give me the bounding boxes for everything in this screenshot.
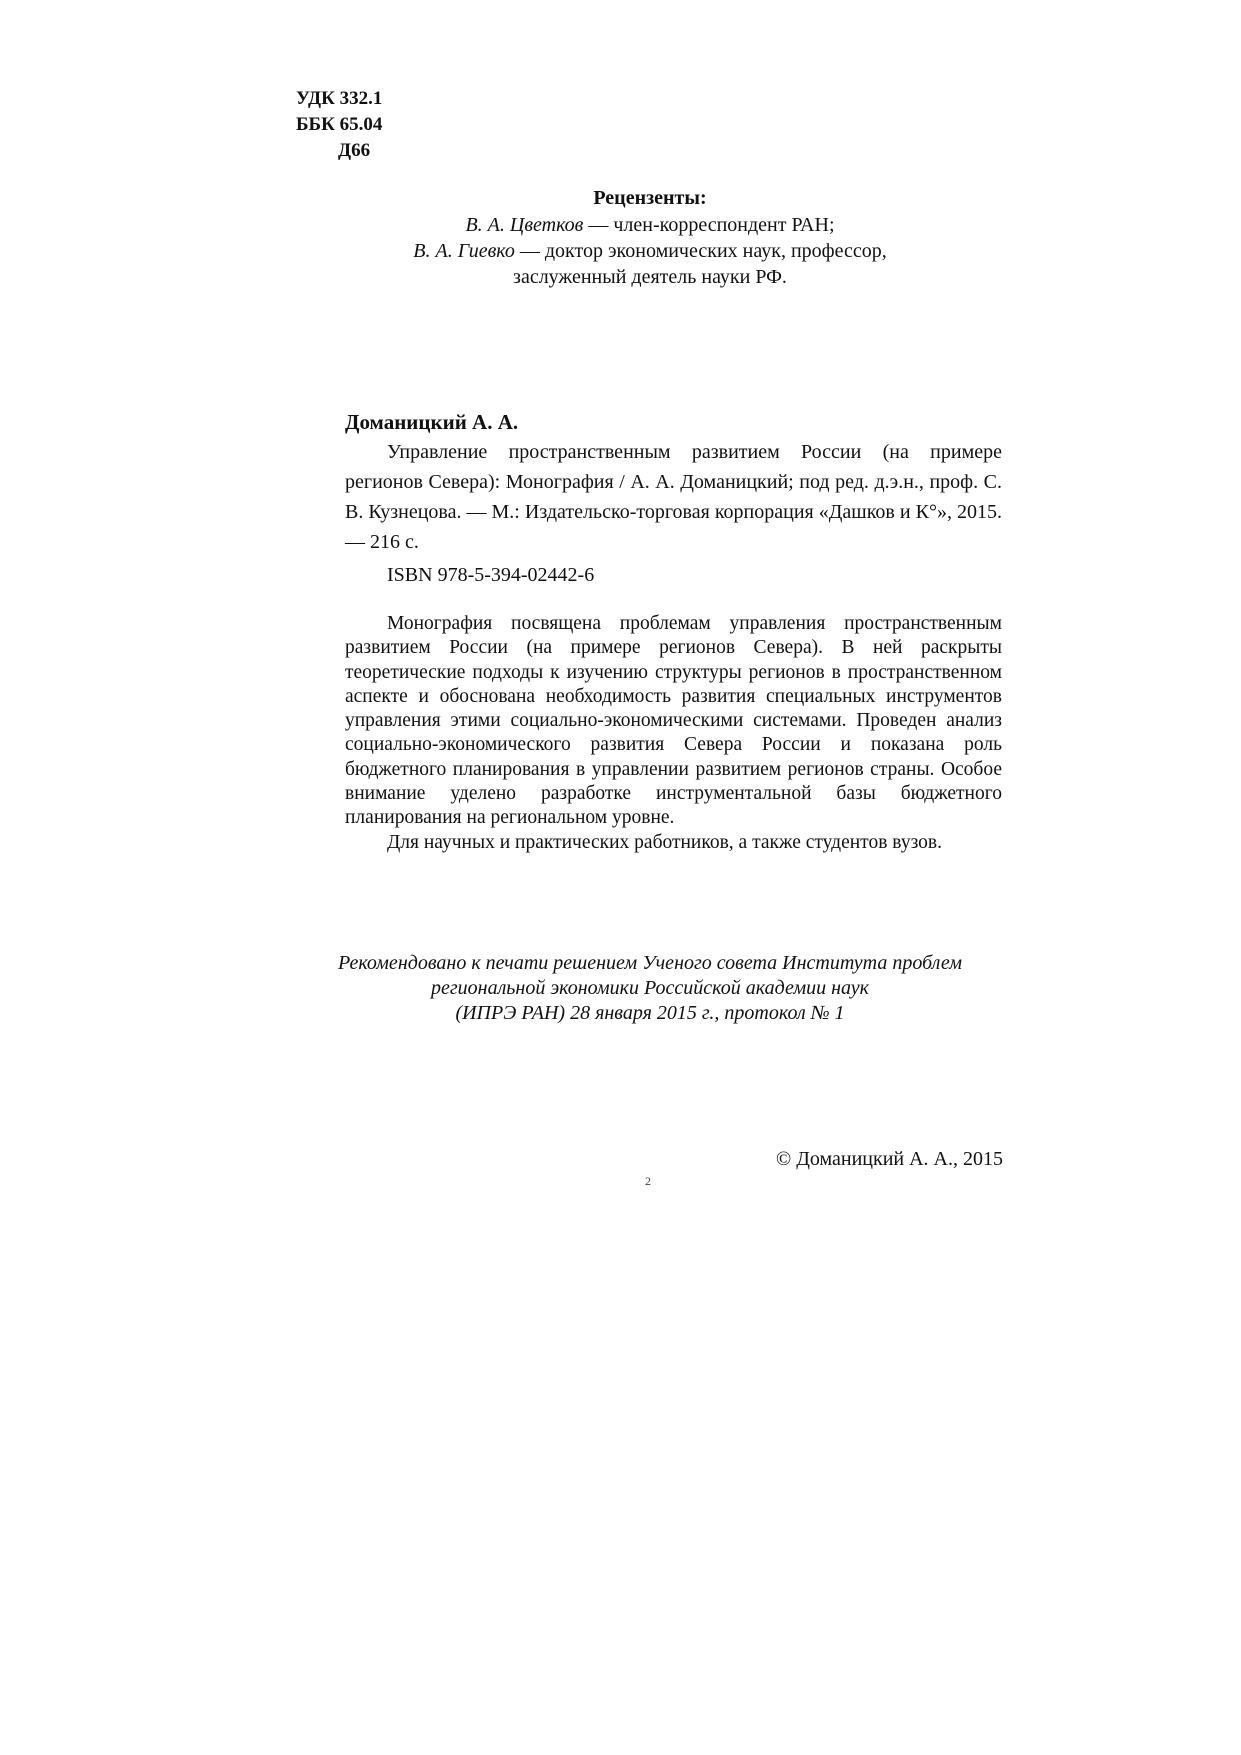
- copyright-notice: © Доманицкий А. А., 2015: [776, 1148, 1003, 1170]
- book-author: Доманицкий А. А.: [345, 410, 519, 434]
- reviewer-line: [340, 264, 960, 290]
- isbn-number: ISBN 978-5-394-02442-6: [387, 564, 595, 586]
- reviewer-name: В. А. Цветков: [465, 214, 584, 236]
- author-mark: Д66: [338, 140, 371, 161]
- reviewer-title: заслуженный деятель науки РФ.: [513, 266, 787, 288]
- abstract-block: [345, 612, 1002, 855]
- reviewer-line: [340, 238, 960, 264]
- page-number: 2: [645, 1174, 651, 1188]
- publication-recommendation: [300, 951, 1000, 1026]
- recommendation-line: региональной экономики Российской академии наук: [430, 977, 869, 999]
- bibliographic-record: [345, 407, 1002, 557]
- recommendation-line: Рекомендовано к печати решением Ученого совета Института проблем: [337, 952, 963, 974]
- reviewer-title: — член-корреспондент РАН;: [583, 214, 835, 236]
- reviewers-block: [340, 185, 960, 290]
- classification-codes: [296, 86, 382, 164]
- recommendation-line: (ИПРЭ РАН) 28 января 2015 г., протокол № 1: [455, 1002, 845, 1024]
- reviewer-line: [340, 212, 960, 238]
- bbk-code: ББК 65.04: [296, 114, 383, 135]
- audience-paragraph: Для научных и практических работников, а также студентов вузов.: [387, 831, 942, 853]
- reviewer-name: В. А. Гиевко: [413, 240, 515, 262]
- abstract-paragraph: Монография посвящена проблемам управления пространственным развитием России (на примере регионов Севера). В ней раскрыты теоретические подходы к изучению структуры регионов в пространственном аспекте и обоснована необходимость развития специальных инструментов управления этими социально-экономическими системами. Проведен анализ социально-экономического развития Севера России и показана роль бюджетного планирования в управлении развитием регионов страны. Особое внимание уделено разработке инструментальной базы бюджетного планирования на региональном уровне.: [345, 613, 1002, 829]
- reviewers-heading: Рецензенты:: [593, 187, 707, 209]
- bibliographic-description: Управление пространственным развитием России (на примере регионов Севера): Монография / А. А. Доманицкий; под ред. д.э.н., проф. С. В. Кузнецова. — М.: Издательско-торговая корпорация «Дашков и К°», 2015. — 216 с.: [345, 441, 1002, 553]
- udk-code: УДК 332.1: [296, 88, 383, 109]
- reviewer-title: — доктор экономических наук, профессор,: [514, 240, 887, 262]
